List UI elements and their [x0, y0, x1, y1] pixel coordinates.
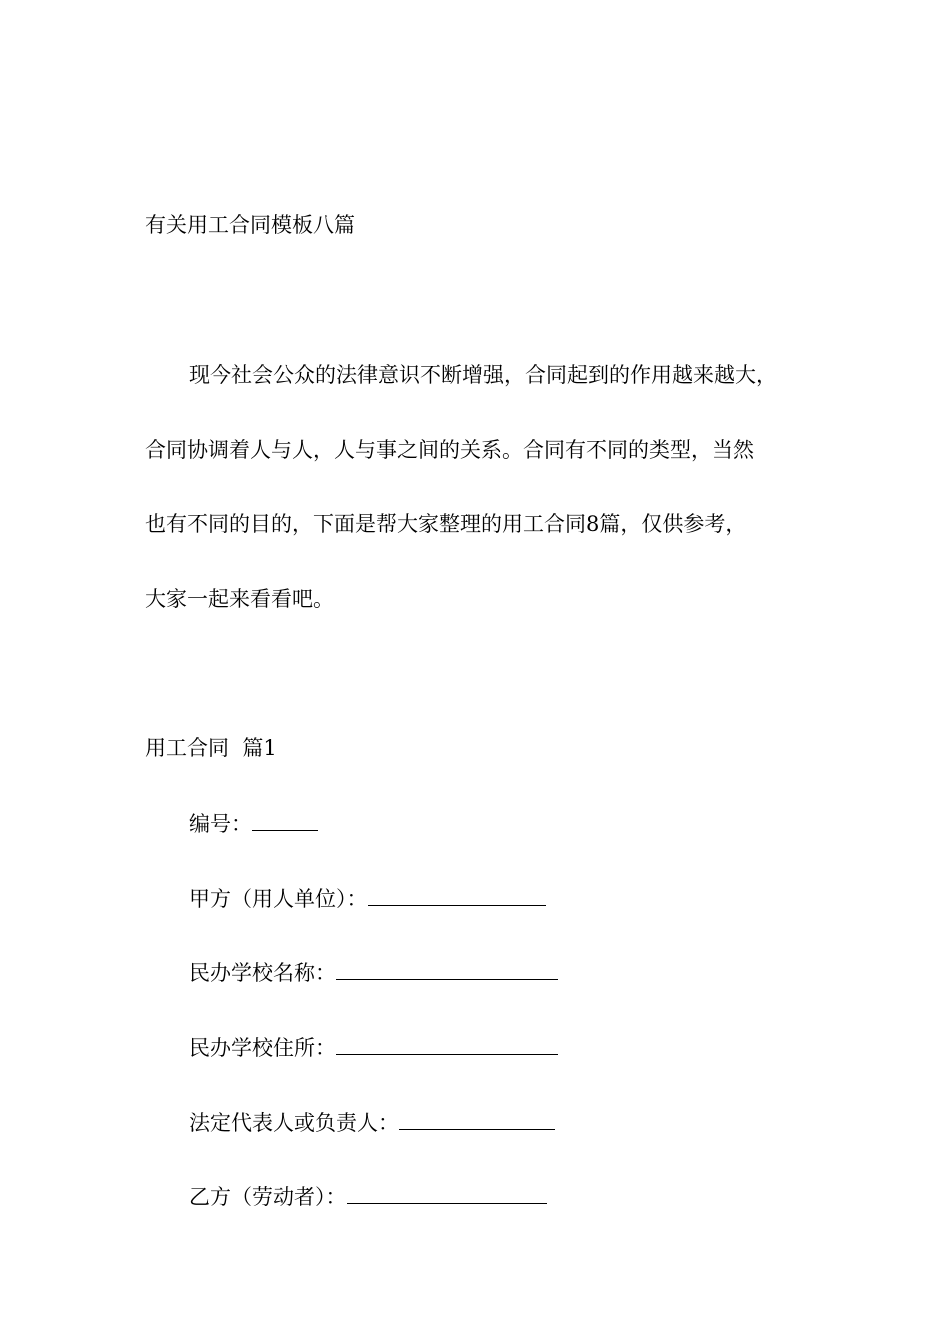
intro-line-2: 合同协调着人与人，人与事之间的关系。合同有不同的类型，当然 [145, 438, 754, 462]
field-party-a [189, 883, 546, 914]
intro-line-4: 大家一起来看看吧。 [145, 587, 334, 611]
fill-blank [336, 957, 558, 980]
document-title: 有关用工合同模板八篇 [145, 213, 355, 237]
fill-blank [252, 808, 318, 831]
field-number [189, 808, 318, 839]
field-legal-representative [189, 1107, 555, 1138]
intro-line-1: 现今社会公众的法律意识不断增强，合同起到的作用越来越大， [189, 363, 777, 387]
field-label: 编号： [189, 812, 252, 836]
field-label: 甲方（用人单位）： [189, 887, 368, 911]
fill-blank [347, 1181, 547, 1204]
field-label: 乙方（劳动者）： [189, 1185, 347, 1209]
field-label: 民办学校住所： [189, 1036, 336, 1060]
fill-blank [399, 1107, 555, 1130]
field-school-address [189, 1032, 558, 1063]
section-heading: 用工合同 篇1 [145, 736, 277, 760]
intro-line-3: 也有不同的目的，下面是帮大家整理的用工合同8篇，仅供参考， [145, 512, 747, 536]
fill-blank [368, 883, 546, 906]
field-school-name [189, 957, 558, 988]
fill-blank [336, 1032, 558, 1055]
field-label: 法定代表人或负责人： [189, 1111, 399, 1135]
field-party-b [189, 1181, 547, 1212]
field-label: 民办学校名称： [189, 961, 336, 985]
